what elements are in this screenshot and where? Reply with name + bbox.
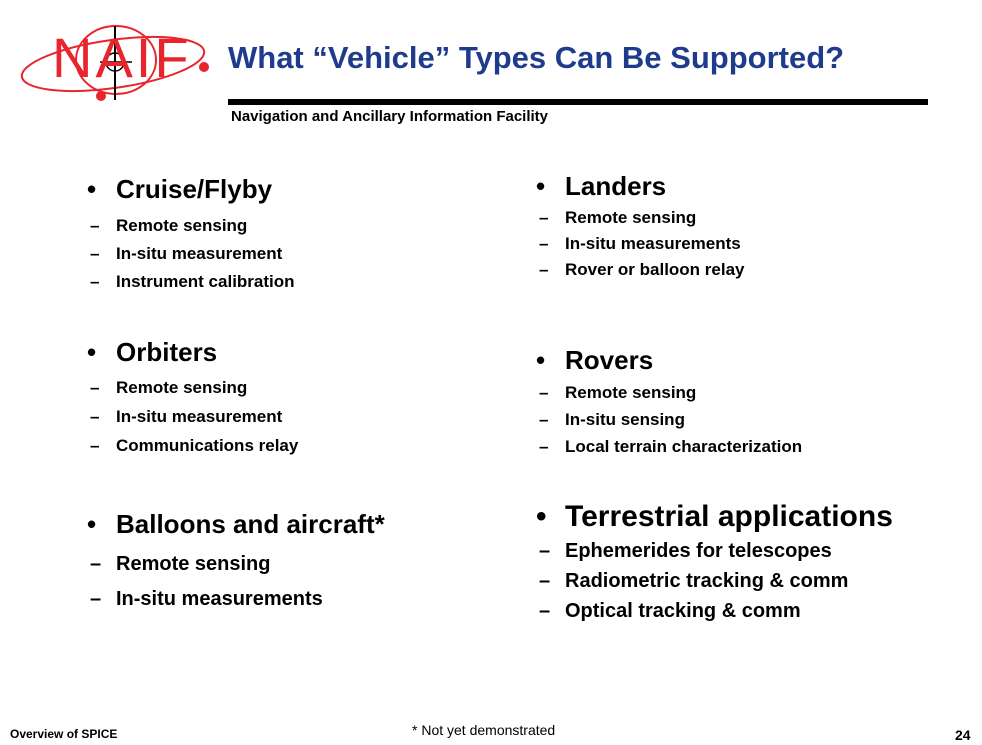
list-item: – Ephemerides for telescopes <box>539 540 832 562</box>
list-item: – Communications relay <box>90 436 299 455</box>
section-rovers <box>536 343 803 460</box>
list-item: – Instrument calibration <box>90 272 295 291</box>
list-item: – In-situ measurements <box>539 234 741 253</box>
page-number: 24 <box>955 727 971 743</box>
list-item: – In-situ measurement <box>90 244 283 263</box>
bullet-icon: • <box>536 345 546 375</box>
bullet-icon: • <box>87 174 97 204</box>
list-item: – Rover or balloon relay <box>539 260 745 279</box>
list-item: – Optical tracking & comm <box>539 600 801 622</box>
section-cruise-flyby <box>87 172 295 296</box>
page-subtitle: Navigation and Ancillary Information Facility <box>231 108 548 125</box>
section-heading: Landers <box>565 171 667 201</box>
footnote: * Not yet demonstrated <box>412 722 556 738</box>
section-heading: Balloons and aircraft* <box>116 509 385 539</box>
list-item: – In-situ measurements <box>90 588 323 610</box>
section-terrestrial <box>536 499 893 626</box>
section-orbiters <box>87 335 299 460</box>
list-item: – Remote sensing <box>539 383 697 402</box>
list-item: – Remote sensing <box>90 378 248 397</box>
section-heading: Terrestrial applications <box>565 500 893 533</box>
list-item: – Remote sensing <box>90 216 248 235</box>
section-heading: Rovers <box>565 345 654 375</box>
section-heading: Cruise/Flyby <box>116 174 273 204</box>
list-item: – In-situ measurement <box>90 407 283 426</box>
page-title: What “Vehicle” Types Can Be Supported? <box>228 40 845 75</box>
footer-label: Overview of SPICE <box>10 727 118 741</box>
section-landers <box>536 169 745 283</box>
bullet-icon: • <box>87 337 97 367</box>
section-balloons-aircraft <box>87 507 385 617</box>
title-divider <box>228 99 928 105</box>
bullet-icon: • <box>87 509 97 539</box>
list-item: – In-situ sensing <box>539 410 685 429</box>
list-item: – Remote sensing <box>539 208 697 227</box>
section-heading: Orbiters <box>116 337 218 367</box>
list-item: – Local terrain characterization <box>539 437 803 456</box>
logo-text: NAIF <box>52 26 192 89</box>
list-item: – Radiometric tracking & comm <box>539 570 849 592</box>
list-item: – Remote sensing <box>90 553 271 575</box>
bullet-icon: • <box>536 171 546 201</box>
bullet-icon: • <box>536 500 547 533</box>
